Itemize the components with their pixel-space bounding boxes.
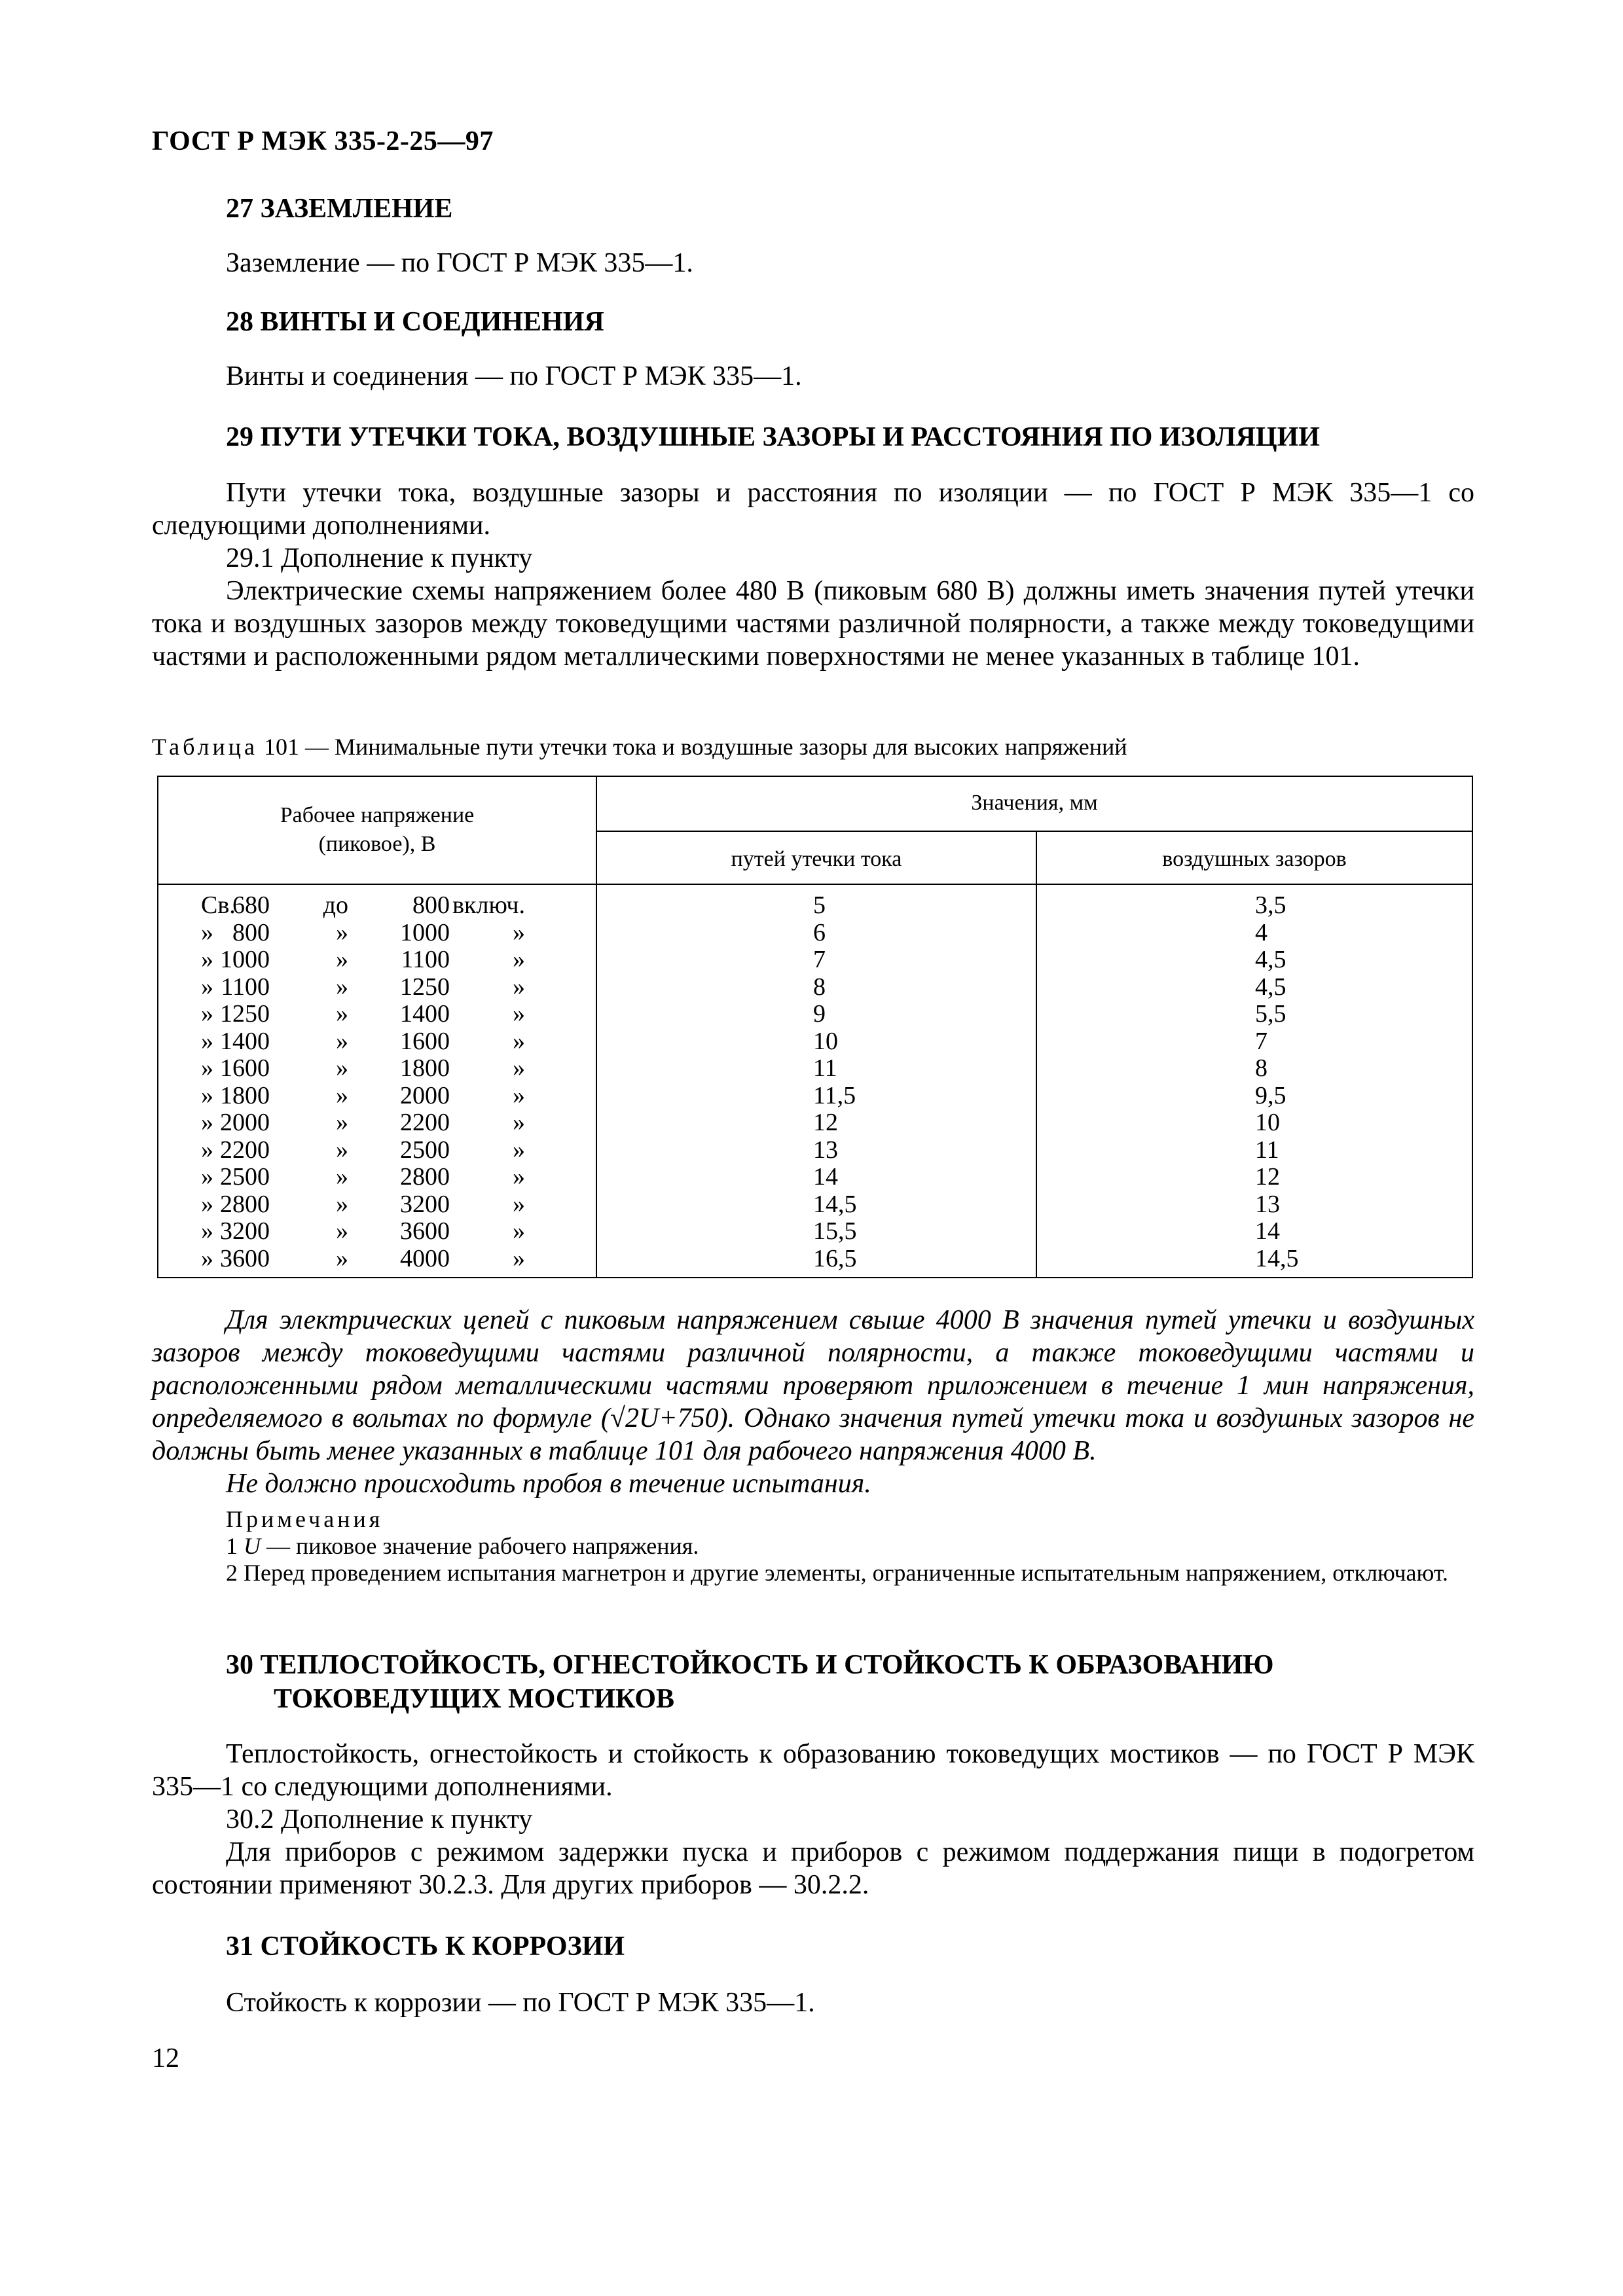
table-cell-clearance: 9,5: [1255, 1081, 1286, 1109]
table-cell-from: 2800: [220, 1190, 270, 1218]
table-cell-from: 3200: [220, 1217, 270, 1245]
table-cell-from-label: »: [201, 1136, 213, 1164]
table-cell-suffix: »: [513, 1027, 525, 1055]
table-cell-to-label: »: [336, 1136, 348, 1164]
table-cell-clearance: 10: [1255, 1109, 1280, 1136]
table-cell-to-label: »: [336, 1163, 348, 1191]
table-cell-creepage: 9: [813, 1000, 826, 1028]
table-cell-from: 2200: [220, 1136, 270, 1164]
table-caption: [152, 733, 1127, 761]
note-1: [226, 1533, 699, 1560]
section-29-title: 29 ПУТИ УТЕЧКИ ТОКА, ВОЗДУШНЫЕ ЗАЗОРЫ И РАССТОЯНИЯ ПО ИЗОЛЯЦИИ: [226, 422, 1320, 452]
table-cell-suffix: »: [513, 1081, 525, 1109]
table-cell-clearance: 13: [1255, 1190, 1280, 1218]
table-cell-from: 1000: [220, 946, 270, 973]
table-divider-col2: [1036, 832, 1037, 1277]
table-cell-creepage: 16,5: [813, 1244, 857, 1272]
section-27-text: Заземление — по ГОСТ Р МЭК 335—1.: [226, 248, 693, 278]
table-cell-suffix: »: [513, 1163, 525, 1191]
table-cell-suffix: »: [513, 1109, 525, 1136]
table-cell-creepage: 6: [813, 918, 826, 946]
table-cell-to: 1800: [400, 1054, 450, 1082]
table-cell-to: 4000: [400, 1244, 450, 1272]
table-cell-creepage: 14,5: [813, 1190, 857, 1218]
table-cell-from: 1600: [220, 1054, 270, 1082]
section-30-title-line1: 30 ТЕПЛОСТОЙКОСТЬ, ОГНЕСТОЙКОСТЬ И СТОЙКОСТЬ К ОБРАЗОВАНИЮ: [226, 1650, 1274, 1680]
table-cell-from-label: »: [201, 1217, 213, 1245]
note-1-text: — пиковое значение рабочего напряжения.: [261, 1533, 699, 1559]
table-cell-suffix: »: [513, 1136, 525, 1164]
table-header-voltage-line1: Рабочее напряжение: [280, 803, 475, 827]
page-number: 12: [152, 2043, 179, 2073]
table-cell-to-label: »: [336, 1054, 348, 1082]
table-cell-suffix: »: [513, 946, 525, 973]
table-cell-suffix: »: [513, 1244, 525, 1272]
table-cell-from: 680: [232, 891, 270, 919]
section-28-text: Винты и соединения — по ГОСТ Р МЭК 335—1.: [226, 361, 802, 391]
table-cell-clearance: 11: [1255, 1136, 1279, 1164]
table-cell-suffix: включ.: [452, 891, 525, 919]
table-cell-to: 3600: [400, 1217, 450, 1245]
table-cell-creepage: 12: [813, 1109, 838, 1136]
table-cell-from-label: »: [201, 1163, 213, 1191]
document-code-header: ГОСТ Р МЭК 335-2-25—97: [152, 126, 494, 156]
table-cell-from: 1400: [220, 1027, 270, 1055]
table-cell-clearance: 8: [1255, 1054, 1267, 1082]
table-cell-to: 3200: [400, 1190, 450, 1218]
table-cell-creepage: 7: [813, 946, 826, 973]
section-30-2-title: 30.2 Дополнение к пункту: [226, 1804, 533, 1835]
notes-heading: Примечания: [226, 1506, 384, 1532]
table-cell-to-label: »: [336, 1190, 348, 1218]
no-breakdown-line: Не должно происходить пробоя в течение испытания.: [226, 1469, 871, 1499]
table-cell-from-label: »: [201, 918, 213, 946]
table-cell-clearance: 12: [1255, 1163, 1280, 1191]
table-cell-clearance: 14,5: [1255, 1244, 1299, 1272]
table-cell-to-label: »: [336, 1244, 348, 1272]
note-2: 2 Перед проведением испытания магнетрон и другие элементы, ограниченные испытательным напряжением, отключают.: [226, 1560, 1448, 1586]
table-cell-from-label: Св.: [201, 891, 236, 919]
table-cell-clearance: 4,5: [1255, 973, 1286, 1001]
table-cell-to-label: »: [336, 1217, 348, 1245]
table-cell-to-label: »: [336, 1109, 348, 1136]
table-cell-creepage: 5: [813, 891, 826, 919]
section-31-title: 31 СТОЙКОСТЬ К КОРРОЗИИ: [226, 1931, 625, 1962]
table-cell-from: 2000: [220, 1109, 270, 1136]
table-cell-to: 2800: [400, 1163, 450, 1191]
table-cell-to-label: »: [336, 1000, 348, 1028]
section-31-text: Стойкость к коррозии — по ГОСТ Р МЭК 335—1.: [226, 1988, 815, 2018]
table-cell-suffix: »: [513, 1190, 525, 1218]
table-cell-creepage: 15,5: [813, 1217, 857, 1245]
table-cell-to: 2000: [400, 1081, 450, 1109]
table-cell-suffix: »: [513, 1217, 525, 1245]
table-header-creepage: путей утечки тока: [731, 847, 902, 871]
table-header-voltage-line2: (пиковое), В: [318, 832, 436, 856]
table-cell-to: 1000: [400, 918, 450, 946]
table-cell-from-label: »: [201, 1054, 213, 1082]
table-caption-text: 101 — Минимальные пути утечки тока и воздушные зазоры для высоких напряжений: [257, 734, 1127, 760]
table-cell-suffix: »: [513, 1000, 525, 1028]
table-cell-to: 1400: [400, 1000, 450, 1028]
table-cell-clearance: 7: [1255, 1027, 1267, 1055]
table-cell-from-label: »: [201, 1190, 213, 1218]
table-cell-to-label: до: [323, 891, 348, 919]
table-cell-clearance: 4,5: [1255, 946, 1286, 973]
table-cell-clearance: 3,5: [1255, 891, 1286, 919]
table-cell-creepage: 10: [813, 1027, 838, 1055]
table-cell-clearance: 4: [1255, 918, 1267, 946]
table-cell-creepage: 11: [813, 1054, 837, 1082]
table-cell-to: 1600: [400, 1027, 450, 1055]
table-cell-to: 800: [412, 891, 450, 919]
table-cell-to-label: »: [336, 946, 348, 973]
table-cell-from-label: »: [201, 1000, 213, 1028]
table-cell-suffix: »: [513, 918, 525, 946]
section-30-title-line2: ТОКОВЕДУЩИХ МОСТИКОВ: [274, 1684, 675, 1714]
table-cell-creepage: 14: [813, 1163, 838, 1191]
table-cell-suffix: »: [513, 973, 525, 1001]
table-cell-to: 2200: [400, 1109, 450, 1136]
section-29-1-title: 29.1 Дополнение к пункту: [226, 543, 533, 573]
table-cell-to-label: »: [336, 1027, 348, 1055]
table-cell-from: 2500: [220, 1163, 270, 1191]
table-divider-header-sub: [596, 831, 1472, 832]
table-cell-clearance: 5,5: [1255, 1000, 1286, 1028]
table-cell-to: 2500: [400, 1136, 450, 1164]
table-cell-from: 800: [232, 918, 270, 946]
table-cell-from-label: »: [201, 946, 213, 973]
table-cell-creepage: 13: [813, 1136, 838, 1164]
table-cell-to: 1100: [401, 946, 450, 973]
table-cell-to-label: »: [336, 918, 348, 946]
table-cell-from: 1800: [220, 1081, 270, 1109]
table-header-voltage: [158, 801, 596, 859]
section-28-title: 28 ВИНТЫ И СОЕДИНЕНИЯ: [226, 307, 604, 337]
section-29-intro: Пути утечки тока, воздушные зазоры и расстояния по изоляции — по ГОСТ Р МЭК 335—1 со следующими дополнениями.: [152, 478, 1474, 541]
table-cell-creepage: 11,5: [813, 1081, 856, 1109]
table-header-clearance: воздушных зазоров: [1162, 847, 1347, 871]
table-101: [157, 776, 1473, 1278]
table-divider-header: [158, 884, 1472, 885]
table-cell-from-label: »: [201, 1081, 213, 1109]
table-cell-from: 1250: [220, 1000, 270, 1028]
table-cell-to-label: »: [336, 1081, 348, 1109]
section-29-1-text: Электрические схемы напряжением более 480 В (пиковым 680 В) должны иметь значения путей утечки тока и воздушных зазоров между токоведущими частями различной полярности, а также между токоведущими частями и расположенными рядом металлическими поверхностями не менее указанных в таблице 101.: [152, 576, 1474, 672]
high-voltage-test-paragraph: Для электрических цепей с пиковым напряжением свыше 4000 В значения путей утечки и воздушных зазоров между токоведущими частями различной полярности, а также токоведущими частями и расположенными рядом металлическими частями проверяют приложением в течение 1 мин напряжения, определяемого в вольтах по формуле (√2U+750). Однако значения путей утечки тока и воздушных зазоров не должны быть менее указанных в таблице 101 для рабочего напряжения 4000 В.: [152, 1305, 1474, 1466]
table-cell-creepage: 8: [813, 973, 826, 1001]
section-27-title: 27 ЗАЗЕМЛЕНИЕ: [226, 194, 453, 224]
section-30-intro: Теплостойкость, огнестойкость и стойкость к образованию токоведущих мостиков — по ГОСТ Р МЭК 335—1 со следующими дополнениями.: [152, 1739, 1474, 1802]
note-1-variable: U: [244, 1533, 261, 1559]
table-cell-from-label: »: [201, 1109, 213, 1136]
table-header-values: Значения, мм: [971, 791, 1098, 815]
table-cell-from-label: »: [201, 1027, 213, 1055]
table-cell-from-label: »: [201, 973, 213, 1001]
table-cell-to: 1250: [400, 973, 450, 1001]
table-cell-from-label: »: [201, 1244, 213, 1272]
table-caption-label: Таблица: [152, 734, 258, 760]
table-cell-clearance: 14: [1255, 1217, 1280, 1245]
table-cell-to-label: »: [336, 973, 348, 1001]
table-cell-from: 1100: [221, 973, 270, 1001]
section-30-2-text: Для приборов с режимом задержки пуска и приборов с режимом поддержания пищи в подогретом состоянии применяют 30.2.3. Для других приборов — 30.2.2.: [152, 1837, 1474, 1900]
note-1-number: 1: [226, 1533, 238, 1559]
table-cell-suffix: »: [513, 1054, 525, 1082]
table-cell-from: 3600: [220, 1244, 270, 1272]
